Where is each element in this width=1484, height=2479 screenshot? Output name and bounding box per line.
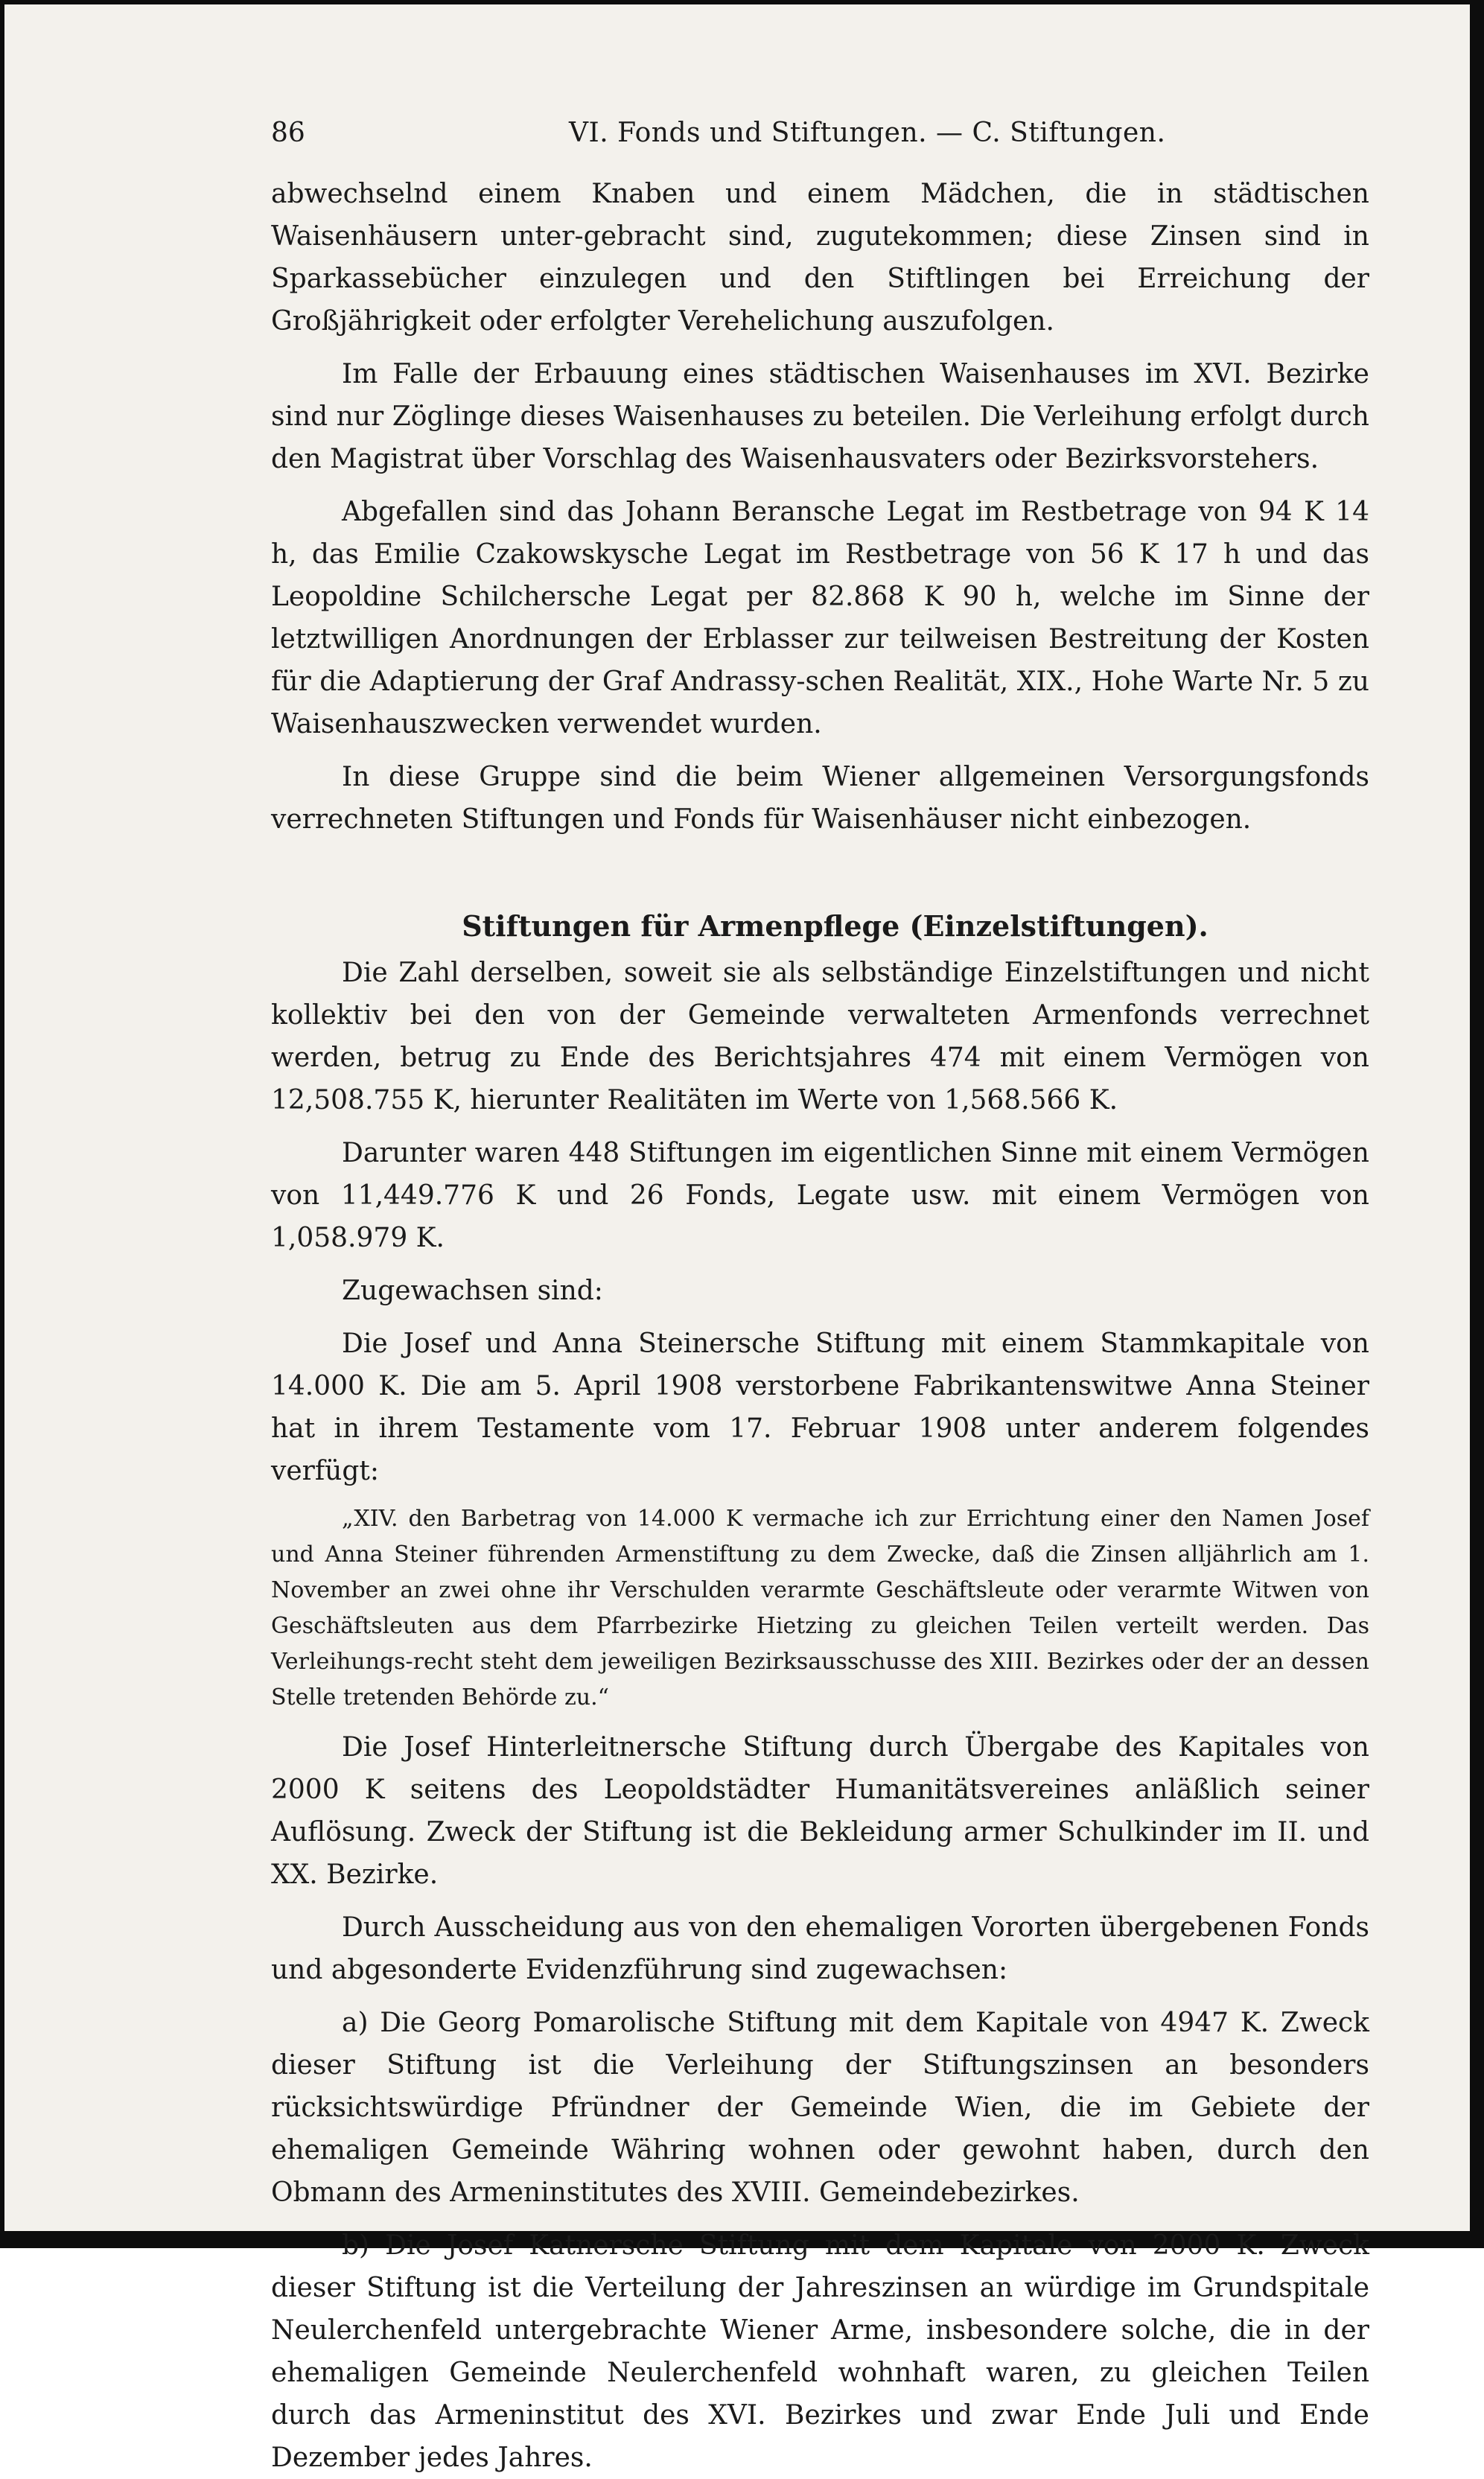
paragraph-gruppe: In diese Gruppe sind die beim Wiener allgemeinen Versorgungsfonds verrechneten Stiftungen und Fonds für Waisenhäuser nicht einbezogen. (271, 762, 1369, 835)
page-header (271, 112, 1369, 164)
paragraph-waisenhaus: Im Falle der Erbauung eines städtischen Waisenhauses im XVI. Bezirke sind nur Zöglinge dieses Waisenhauses zu beteilen. Die Verleihung erfolgt durch den Magistrat über Vorschlag des Waisenhausvaters oder Bezirksvorstehers. (271, 359, 1369, 474)
paragraph-pomaroli: a) Die Georg Pomarolische Stiftung mit dem Kapitale von 4947 K. Zweck dieser Stiftung ist die Verleihung der Stiftungszinsen an besonders rücksichtswürdige Pfründner der Gemeinde Wien, die im Gebiete der ehemaligen Gemeinde Währing wohnen oder gewohnt haben, durch den Obmann des Armeninstitutes des XVIII. Gemeindebezirkes. (271, 2008, 1369, 2208)
paragraph-zahl: Die Zahl derselben, soweit sie als selbständige Einzelstiftungen und nicht kollektiv bei den von der Gemeinde verwalteten Armenfonds verrechnet werden, betrug zu Ende des Berichtsjahres 474 mit einem Vermögen von 12,508.755 K, hierunter Realitäten im Werte von 1,568.566 K. (271, 958, 1369, 1116)
paragraph-steiner: Die Josef und Anna Steinersche Stiftung mit einem Stammkapitale von 14.000 K. Die am 5. April 1908 verstorbene Fabrikantenswitwe Anna Steiner hat in ihrem Testamente vom 17. Februar 1908 unter anderem folgendes verfügt: (271, 1328, 1369, 1486)
paragraph-darunter: Darunter waren 448 Stiftungen im eigentlichen Sinne mit einem Vermögen von 11,449.776 K und 26 Fonds, Legate usw. mit einem Vermögen von 1,058.979 K. (271, 1138, 1369, 1253)
section-heading: Stiftungen für Armenpflege (Einzelstiftungen). (462, 909, 1208, 943)
paragraph-abgefallen: Abgefallen sind das Johann Beransche Legat im Restbetrage von 94 K 14 h, das Emilie Czakowskysche Legat im Restbetrage von 56 K 17 h und das Leopoldine Schilchersche Legat per 82.868 K 90 h, welche im Sinne der letztwilligen Anordnungen der Erblasser zur teilweisen Bestreitung der Kosten für die Adaptierung der Graf Andrassy-schen Realität, XIX., Hohe Warte Nr. 5 zu Waisenhauszwecken verwendet wurden. (271, 497, 1369, 739)
paragraph-ausscheidung: Durch Ausscheidung aus von den ehemaligen Vororten übergebenen Fonds und abgesonderte Evidenzführung sind zugewachsen: (271, 1912, 1369, 1985)
page-number: 86 (271, 118, 305, 148)
running-head: VI. Fonds und Stiftungen. — C. Stiftungen. (569, 118, 1166, 148)
paragraph-continuation: abwechselnd einem Knaben und einem Mädchen, die in städtischen Waisenhäusern unter-gebracht sind, zugutekommen; diese Zinsen sind in Sparkassebücher einzulegen und den Stiftlingen bei Erreichung der Großjährigkeit oder erfolgter Verehelichung auszufolgen. (271, 179, 1369, 337)
paragraph-hinterleitner: Die Josef Hinterleitnersche Stiftung durch Übergabe des Kapitales von 2000 K seitens des Leopoldstädter Humanitätsvereines anläßlich seiner Auflösung. Zweck der Stiftung ist die Bekleidung armer Schulkinder im II. und XX. Bezirke. (271, 1732, 1369, 1890)
testament-quote: „XIV. den Barbetrag von 14.000 K vermache ich zur Errichtung einer den Namen Josef und Anna Steiner führenden Armenstiftung zu dem Zwecke, daß die Zinsen alljährlich am 1. November an zwei ohne ihr Verschulden verarmte Geschäftsleute oder verarmte Witwen von Geschäftsleuten aus dem Pfarrbezirke Hietzing zu gleichen Teilen verteilt werden. Das Verleihungs-recht steht dem jeweiligen Bezirksausschusse des XIII. Bezirkes oder der an dessen Stelle tretenden Behörde zu.“ (271, 1506, 1369, 1711)
paragraph-katner: b) Die Josef Katnersche Stiftung mit dem Kapitale von 2000 K. Zweck dieser Stiftung ist die Verteilung der Jahreszinsen an würdige im Grundspitale Neulerchenfeld untergebrachte Wiener Arme, insbesondere solche, die in der ehemaligen Gemeinde Neulerchenfeld wohnhaft waren, zu gleichen Teilen durch das Armeninstitut des XVI. Bezirkes und zwar Ende Juli und Ende Dezember jedes Jahres. (271, 2230, 1369, 2473)
page-content (271, 112, 1369, 2479)
paragraph-zugewachsen: Zugewachsen sind: (342, 1276, 603, 1306)
